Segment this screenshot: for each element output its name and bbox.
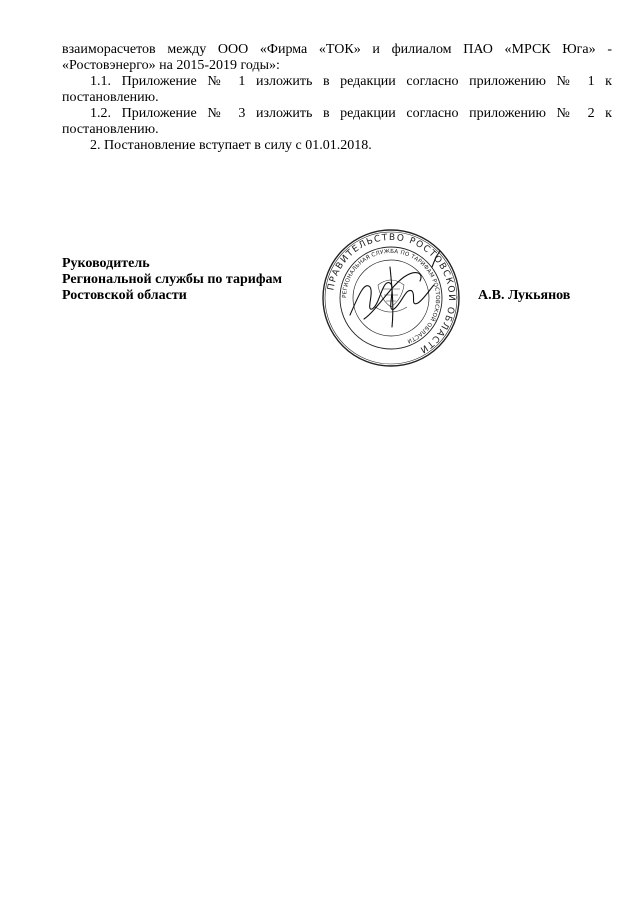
paragraph-item-2: 2. Постановление вступает в силу с 01.01.2018.	[90, 138, 372, 153]
signatory-name: А.В. Лукьянов	[478, 288, 571, 303]
paragraph-item-1-1: 1.1. Приложение № 1 изложить в редакции согласно приложению № 1 к постановлению.	[62, 74, 612, 105]
signatory-title-line-2: Региональной службы по тарифам	[62, 272, 283, 287]
signatory-title-line-3: Ростовской области	[62, 288, 187, 303]
body-text	[62, 42, 612, 154]
paragraph-continuation: взаиморасчетов между ООО «Фирма «ТОК» и филиалом ПАО «МРСК Юга» - «Ростовэнерго» на 2015-2019 годы»:	[62, 42, 612, 73]
official-seal-with-signature	[320, 227, 462, 369]
svg-text:ПРАВИТЕЛЬСТВО РОСТОВСКОЙ ОБЛАС: ПРАВИТЕЛЬСТВО РОСТОВСКОЙ ОБЛАСТИ	[326, 232, 457, 356]
signatory-title-line-1: Руководитель	[62, 256, 150, 271]
signatory-title	[62, 256, 282, 304]
svg-text:РЕГИОНАЛЬНАЯ СЛУЖБА ПО ТАРИФАМ: РЕГИОНАЛЬНАЯ СЛУЖБА ПО ТАРИФАМ РОСТОВСКОЙ ОБЛАСТИ	[341, 248, 441, 344]
paragraph-item-1-2: 1.2. Приложение № 3 изложить в редакции согласно приложению № 2 к постановлению.	[62, 106, 612, 137]
